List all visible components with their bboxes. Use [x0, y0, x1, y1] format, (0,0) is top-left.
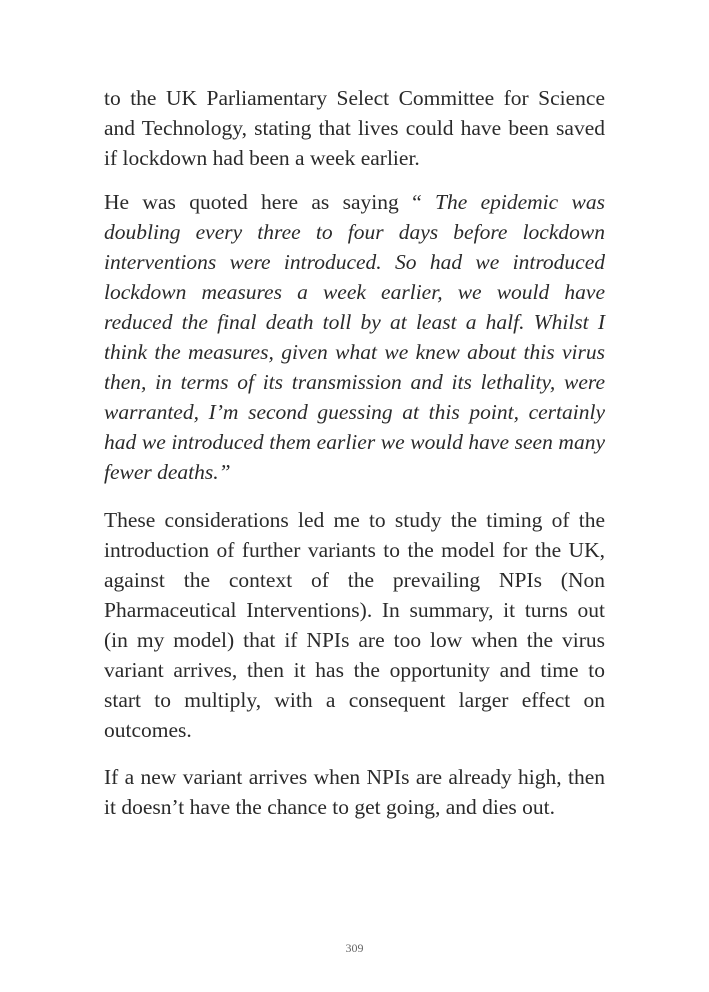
- paragraph-continuation: to the UK Parliamentary Select Committee for Science and Technology, stating that lives could have been saved if lockdown had been a week earlier.: [104, 86, 605, 170]
- paragraph-new-variant: If a new variant arrives when NPIs are already high, then it doesn’t have the chance to get going, and dies out.: [104, 765, 605, 819]
- paragraph-considerations: These considerations led me to study the timing of the introduction of further variants to the model for the UK, against the context of the prevailing NPIs (Non Pharmaceutical Interventions). In summary, it turns out (in my model) that if NPIs are too low when the virus variant arrives, then it has the opportunity and time to start to multiply, with a consequent larger effect on outcomes.: [104, 508, 605, 742]
- page-number: 309: [345, 941, 364, 955]
- quotation-text: The epidemic was doubling every three to four days before lockdown interventions were introduced. So had we introduced lockdown measures a week earlier, we would have reduced the final death toll by at least a half. Whilst I think the measures, given what we knew about this virus then, in terms of its transmission and its lethality, were warranted, I’m second guessing at this point, certainly had we introduced them earlier we would have seen many fewer deaths.”: [104, 190, 605, 484]
- paragraph-quotation: [104, 187, 605, 487]
- quotation-lead-in: He was quoted here as saying “: [104, 190, 435, 214]
